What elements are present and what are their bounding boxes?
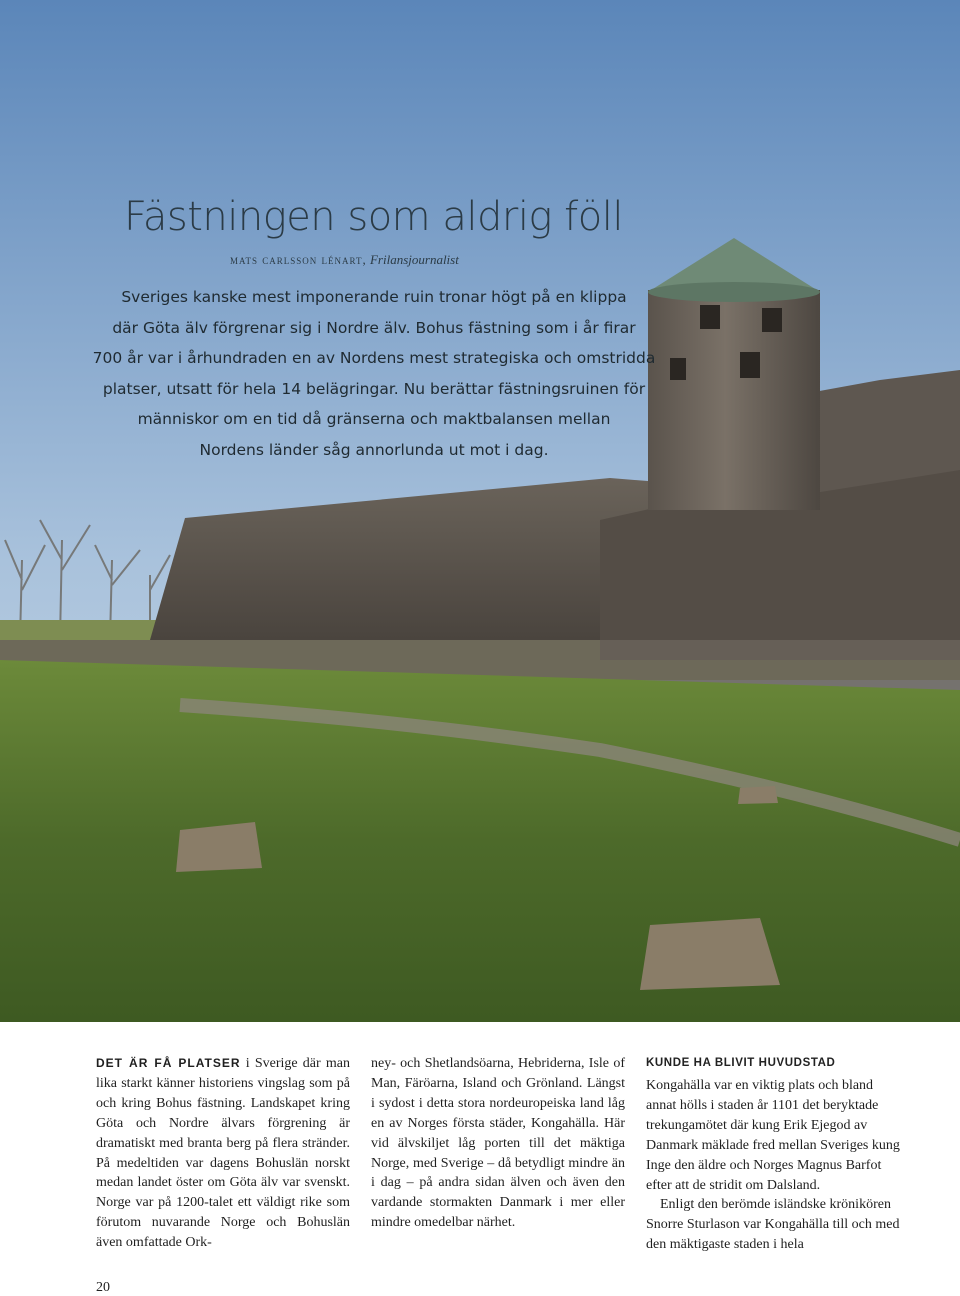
column-2-paragraph: ney- och Shetlandsöarna, Hebriderna, Isle of Man, Färöarna, Island och Grönland. Längst i sydost i detta stora nordeuropeiska land låg en av Norges första städer, Kongahälla. Här vid älvskiljet låg porten till det mäktiga Norge, med Sverige – då betydligt mindre än i dag – på andra sidan älven och även den vardande stormakten Danmark i mer eller mindre omedelbar närhet. [371, 1056, 625, 1231]
intro-line: människor om en tid då gränserna och maktbalansen mellan [137, 410, 611, 428]
text-column-3 [646, 1054, 900, 1255]
intro-line: platser, utsatt för hela 14 belägringar. Nu berättar fästningsruinen för [102, 379, 646, 398]
byline [230, 252, 459, 268]
page-number: 20 [96, 1280, 110, 1295]
intro-line: Nordens länder såg annorlunda ut mot i dag. [199, 440, 549, 459]
article-title: Fästningen som aldrig föll [124, 194, 623, 240]
grass-field [0, 660, 960, 1022]
column-1-paragraph [96, 1054, 350, 1253]
column-3-paragraph-2: Enligt den berömde isländske krönikören Snorre Sturlason var Kongahälla till och med den mäktigaste staden i hela [646, 1197, 900, 1253]
column-1-body: i Sverige där man lika starkt känner historiens vingslag som på och kring Bohus fästning. Landskapet kring Göta och Nordre älvars förgrening är dramatiskt med branta berg på flera stränder. På medeltiden var dagens Bohuslän norskt medan landet öster om Göta älv var svenskt. Norge var på 1200-talet ett väldigt rike som förutom nuvarande Norge och Bohuslän även omfattade Ork- [96, 1056, 350, 1251]
intro-line: 700 år var i århundraden en av Nordens mest strategiska och omstridda [92, 349, 656, 367]
text-column-1 [96, 1054, 350, 1253]
text-column-2 [371, 1054, 625, 1233]
author-name: mats carlsson lénart, [230, 252, 367, 267]
column-3-paragraph-1: Kongahälla var en viktig plats och bland annat hölls i staden år 1101 det beryktade trekungamötet där kung Erik Ejegod av Danmark mäklade fred mellan Sveriges kung Inge den äldre och Norges Magnus Barfot efter att de stridit om Dalsland. [646, 1078, 900, 1193]
intro-line: där Göta älv förgrenar sig i Nordre älv. Bohus fästning som i år firar [112, 318, 636, 337]
section-heading: KUNDE HA BLIVIT HUVUDSTAD [646, 1057, 836, 1069]
intro-line: Sveriges kanske mest imponerande ruin tronar högt på en klippa [121, 288, 627, 306]
intro-paragraph [60, 282, 688, 465]
lead-in: DET ÄR FÅ PLATSER [96, 1056, 241, 1070]
author-role: Frilansjournalist [369, 252, 459, 267]
